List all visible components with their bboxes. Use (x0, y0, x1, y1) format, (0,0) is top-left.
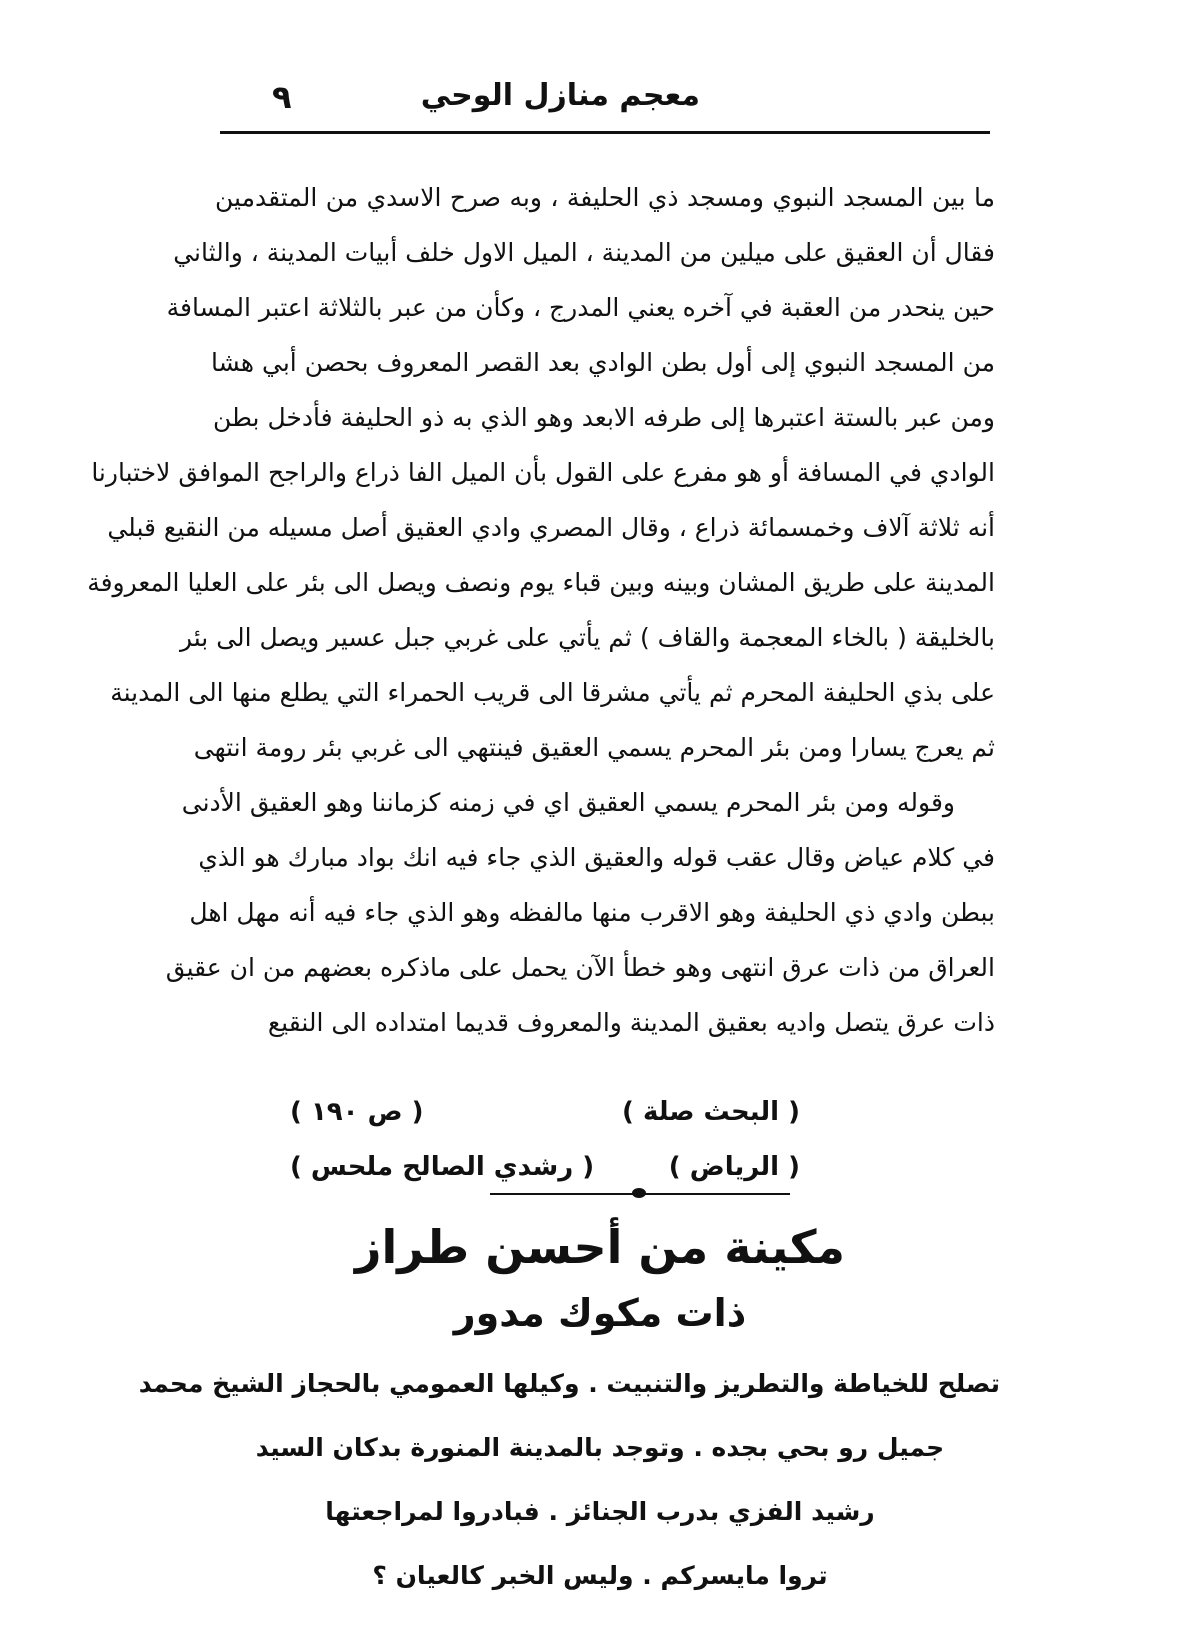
ad-line: رشيد الفزي بدرب الجنائز . فبادروا لمراجعتها (325, 1497, 875, 1526)
body-line: فقال أن العقيق على ميلين من المدينة ، الميل الاول خلف أبيات المدينة ، والثاني (173, 238, 995, 267)
body-line: حين ينحدر من العقبة في آخره يعني المدرج ، وكأن من عبر بالثلاثة اعتبر المسافة (166, 293, 995, 322)
body-line: ومن عبر بالستة اعتبرها إلى طرفه الابعد وهو الذي به ذو الحليفة فأدخل بطن (213, 403, 995, 432)
series-label: ( البحث صلة ) (622, 1097, 800, 1127)
ad-body (138, 1352, 1000, 1608)
running-title: معجم منازل الوحي (420, 78, 700, 113)
body-line: في كلام عياض وقال عقب قوله والعقيق الذي جاء فيه انك بواد مبارك هو الذي (198, 843, 995, 872)
body-line: ببطن وادي ذي الحليفة وهو الاقرب منها مالفظه وهو الذي جاء فيه أنه مهل اهل (189, 898, 995, 927)
body-line: من المسجد النبوي إلى أول بطن الوادي بعد القصر المعروف بحصن أبي هشا (210, 348, 995, 377)
ad-subtitle: ذات مكوك مدور (453, 1291, 747, 1335)
body-line: ثم يعرج يسارا ومن بئر المحرم يسمي العقيق فينتهي الى غربي بئر رومة انتهى (193, 733, 995, 762)
ad-title: مكينة من أحسن طراز (355, 1220, 845, 1274)
header-rule (220, 131, 990, 134)
signature-row (290, 1085, 800, 1140)
page-reference: ( ص ١٩٠ ) (290, 1097, 424, 1127)
ad-line: جميل رو بحي بجده . وتوجد بالمدينة المنورة بدكان السيد (255, 1433, 945, 1462)
ad-line: تصلح للخياطة والتطريز والتنبيت . وكيلها العمومي بالحجاز الشيخ محمد (138, 1369, 1000, 1398)
body-line: الوادي في المسافة أو هو مفرع على القول بأن الميل الفا ذراع والراجح الموافق لاختبارنا (91, 458, 995, 487)
body-line: أنه ثلاثة آلاف وخمسمائة ذراع ، وقال المصري وادي العقيق أصل مسيله من النقيع قبلي (107, 513, 995, 542)
body-line: بالخليقة ( بالخاء المعجمة والقاف ) ثم يأتي على غربي جبل عسير ويصل الى بئر (179, 623, 995, 652)
divider-ornament (632, 1188, 646, 1198)
page-number: ٩ (272, 78, 292, 116)
article-signature (290, 1085, 800, 1195)
advertisement (138, 1212, 1000, 1608)
body-line: المدينة على طريق المشان وبينه وبين قباء يوم ونصف ويصل الى بئر على العليا المعروفة (87, 568, 995, 597)
page-header (220, 78, 990, 128)
body-line: ذات عرق يتصل واديه بعقيق المدينة والمعروف قديما امتداده الى النقيع (267, 1008, 995, 1037)
body-line: العراق من ذات عرق انتهى وهو خطأ الآن يحمل على ماذكره بعضهم من ان عقيق (165, 953, 995, 982)
body-line: وقوله ومن بئر المحرم يسمي العقيق اي في زمنه كزماننا وهو العقيق الأدنى (181, 788, 955, 817)
author-name: ( رشدي الصالح ملحس ) (290, 1152, 595, 1182)
signature-row (290, 1140, 800, 1195)
body-line: على بذي الحليفة المحرم ثم يأتي مشرقا الى قريب الحمراء التي يطلع منها الى المدينة (110, 678, 995, 707)
article-body (87, 170, 995, 1050)
body-line: ما بين المسجد النبوي ومسجد ذي الحليفة ، وبه صرح الاسدي من المتقدمين (215, 183, 995, 212)
city-label: ( الرياض ) (668, 1152, 800, 1182)
ad-line: تروا مايسركم . وليس الخبر كالعيان ؟ (372, 1561, 828, 1590)
